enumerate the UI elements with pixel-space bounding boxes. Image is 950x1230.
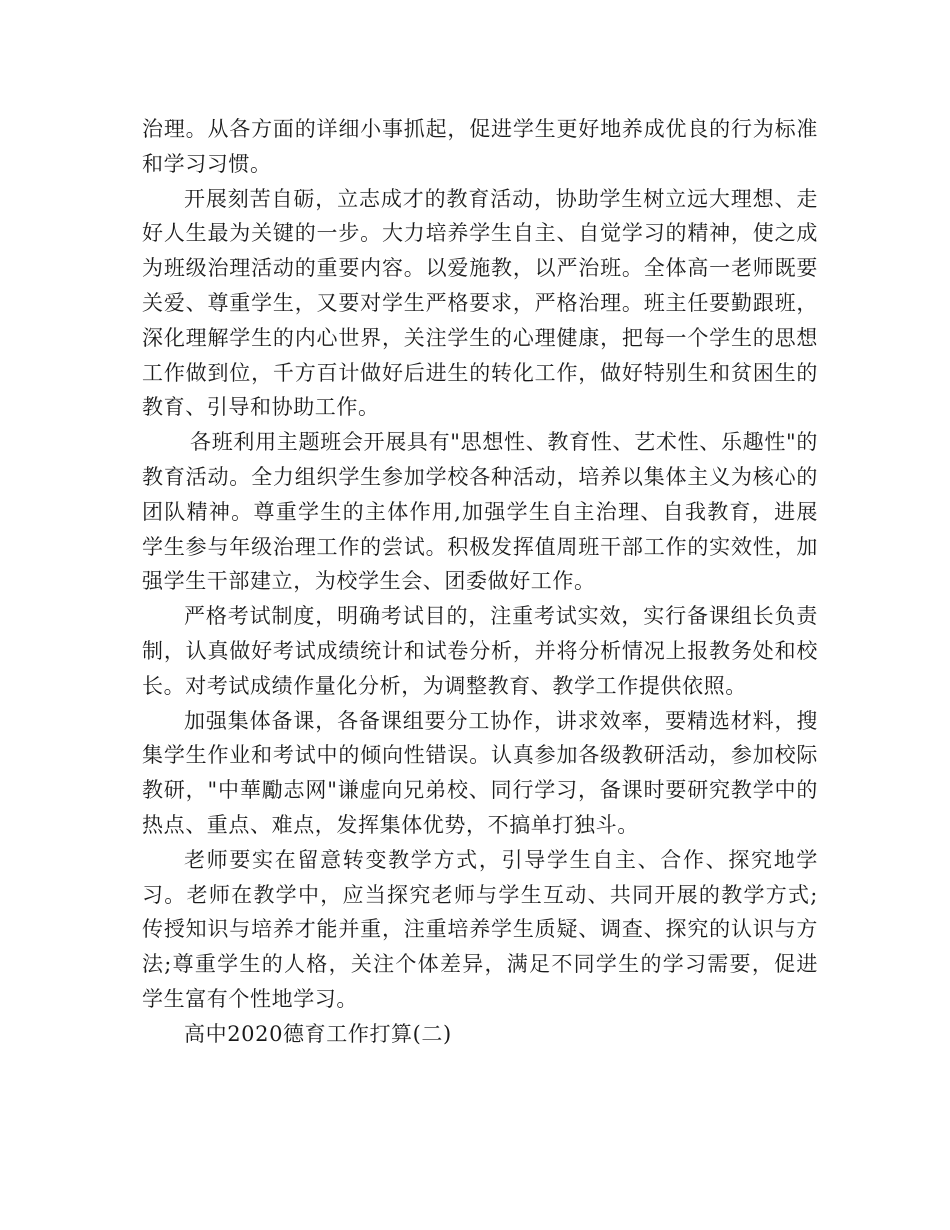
document-body: [142, 112, 818, 1052]
paragraph-6: 老师要实在留意转变教学方式，引导学生自主、合作、探究地学习。老师在教学中，应当探究老师与学生互动、共同开展的教学方式;传授知识与培养才能并重，注重培养学生质疑、调查、探究的认识与方法;尊重学生的人格，关注个体差异，满足不同学生的学习需要，促进学生富有个性地学习。: [142, 847, 818, 1011]
section-heading: 高中2020德育工作打算(二): [184, 1021, 452, 1046]
paragraph-3: 各班利用主题班会开展具有"思想性、教育性、艺术性、乐趣性"的教育活动。全力组织学生参加学校各种活动，培养以集体主义为核心的团队精神。尊重学生的主体作用,加强学生自主治理、自我教育，进展学生参与年级治理工作的尝试。积极发挥值周班干部工作的实效性，加强学生干部建立，为校学生会、团委做好工作。: [142, 430, 818, 594]
paragraph-1: 治理。从各方面的详细小事抓起，促进学生更好地养成优良的行为标准和学习习惯。: [142, 117, 818, 176]
paragraph-5: 加强集体备课，各备课组要分工协作，讲求效率，要精选材料，搜集学生作业和考试中的倾向性错误。认真参加各级教研活动，参加校际教研，"中華勵志网"谦虚向兄弟校、同行学习，备课时要研究教学中的热点、重点、难点，发挥集体优势，不搞单打独斗。: [142, 708, 818, 837]
paragraph-2: 开展刻苦自砺，立志成才的教育活动，协助学生树立远大理想、走好人生最为关键的一步。大力培养学生自主、自觉学习的精神，使之成为班级治理活动的重要内容。以爱施教，以严治班。全体高一老师既要关爱、尊重学生，又要对学生严格要求，严格治理。班主任要勤跟班，深化理解学生的内心世界，关注学生的心理健康，把每一个学生的思想工作做到位，千方百计做好后进生的转化工作，做好特别生和贫困生的教育、引导和协助工作。: [142, 186, 818, 420]
paragraph-4: 严格考试制度，明确考试目的，注重考试实效，实行备课组长负责制，认真做好考试成绩统计和试卷分析，并将分析情况上报教务处和校长。对考试成绩作量化分析，为调整教育、教学工作提供依照。: [142, 604, 818, 698]
